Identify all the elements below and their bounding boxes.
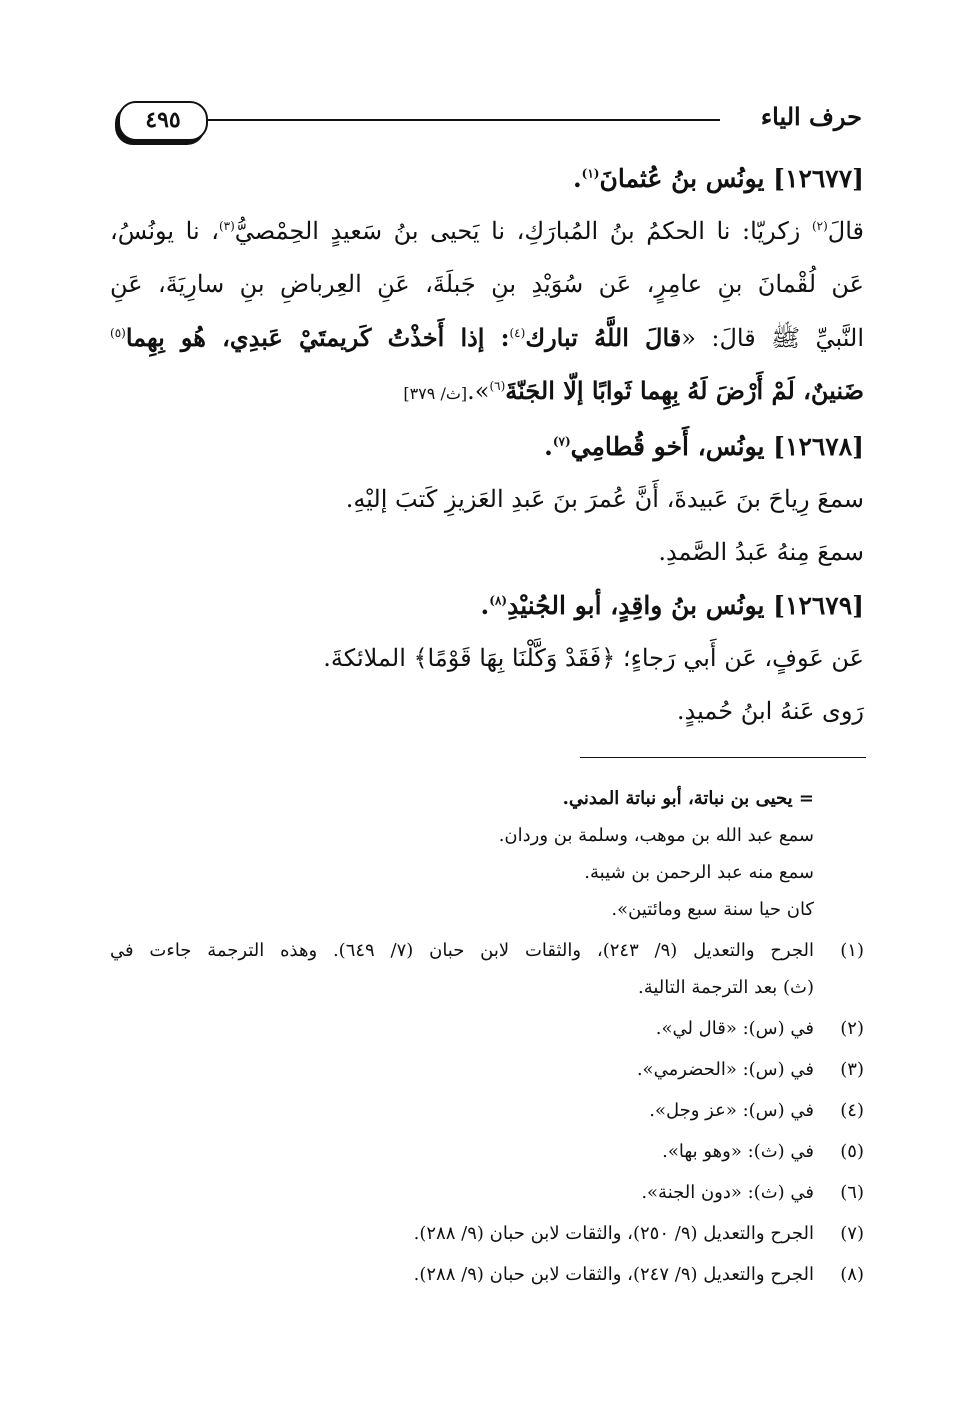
footnote [110, 1010, 864, 1047]
footnote [110, 1256, 864, 1293]
footnote [110, 1051, 864, 1088]
footnote-number: (٥) [840, 1141, 864, 1162]
footnote-text: الجرح والتعديل (٩/ ٢٤٣)، والثقات لابن حبان (٧/ ٦٤٩). وهذه الترجمة جاءت في [110, 940, 814, 961]
entry-line: عَن عَوفٍ، عَن أَبي رَجاءٍ؛ ﴿فَقَدْ وَكَّلْنَا بِهَا قَوْمًا﴾ الملائكةَ. [323, 644, 864, 672]
footnote-text: في (ث): «دون الجنة». [641, 1182, 814, 1203]
footnote-text: في (س): «عز وجل». [649, 1100, 814, 1121]
footnote [110, 1133, 864, 1170]
page-header [118, 98, 862, 148]
footnote-number: (٦) [840, 1182, 864, 1203]
footnote-ref: (٥) [110, 326, 126, 340]
source-ref: [ث/ ٣٧٩] [403, 384, 468, 403]
entry-heading-12679: [١٢٦٧٩] يونُس بنُ واقِدٍ، أبو الجُنيْدِ$^{(٨)}$. [480, 591, 864, 620]
footnote-number: (١) [840, 940, 864, 961]
footnote-text: الجرح والتعديل (٩/ ٢٥٠)، والثقات لابن حبان (٩/ ٢٨٨). [413, 1223, 814, 1244]
footnote-continuation: سمع عبد الله بن موهب، وسلمة بن وردان. [498, 825, 814, 846]
entry-line: ضَنينٌ، لَمْ أَرْضَ لَهُ بِهِما ثَوابًا إلّا الجَنّةَ$^{(٦)}$».[ث/ ٣٧٩] [403, 376, 864, 405]
entry-heading-12678: [١٢٦٧٨] يونُس، أَخو قُطامِي$^{(٧)}$. [544, 432, 864, 461]
entry-line: النَّبيِّ ﷺ قالَ: «قالَ اللَّهُ تبارك$^{(٤)}$: إذا أَخذْتُ كَريمتَيْ عَبدِي، هُو بِهِما$^{(٥)}$ [110, 323, 864, 352]
footnote-ref: (٢) [811, 219, 828, 233]
main-text [110, 152, 864, 738]
entry-line: رَوى عَنهُ ابنُ حُميدٍ. [676, 697, 864, 725]
footnote-text: في (س): «الحضرمي». [636, 1059, 814, 1080]
footnote-number: (٨) [840, 1264, 864, 1285]
running-title: حرف الياء [760, 102, 862, 131]
footnote-text: (ث) بعد الترجمة التالية. [637, 977, 814, 998]
footnote-number: (٢) [840, 1018, 864, 1039]
footnote-text: في (س): «قال لي». [655, 1018, 814, 1039]
footnote [110, 1092, 864, 1129]
footnote-ref: (٨) [489, 593, 508, 608]
footnote-continuation: كان حيا سنة سبع ومائتين». [611, 899, 814, 920]
footnote-ref: (٤) [509, 326, 526, 340]
footnote-ref: (٣) [218, 219, 235, 233]
header-rule [206, 119, 720, 121]
footnote [110, 932, 864, 1006]
footnote [110, 1174, 864, 1211]
footnote-text: الجرح والتعديل (٩/ ٢٤٧)، والثقات لابن حبان (٩/ ٢٨٨). [413, 1264, 814, 1285]
footnote [110, 1215, 864, 1252]
entry-line: قالَ$^{(٢)}$ زكريّا: نا الحكمُ بنُ المُبارَكِ، نا يَحيى بنُ سَعيدٍ الحِمْصيُّ$^{(٣)}$، نا يونُسُ، [110, 217, 864, 245]
footnote-ref: (٧) [552, 434, 571, 449]
page-number: ٤٩٥ [118, 101, 208, 141]
footnote-continuation: سمع منه عبد الرحمن بن شيبة. [584, 862, 814, 883]
footnote-continuation: = يحيى بن نباتة، أبو نباتة المدني. [562, 788, 814, 809]
entry-line: سمعَ رِياحَ بنَ عَبيدةَ، أَنَّ عُمرَ بنَ عَبدِ العَزيزِ كَتبَ إليْهِ. [345, 485, 864, 513]
footnote-number: (٧) [840, 1223, 864, 1244]
footnote-ref: (٦) [489, 379, 506, 393]
footnotes [110, 780, 864, 1293]
footnote-number: (٤) [840, 1100, 864, 1121]
footnote-ref: (١) [581, 166, 600, 181]
footnote-number: (٣) [840, 1059, 864, 1080]
footnote-divider [580, 757, 866, 758]
entry-line: سمعَ مِنهُ عَبدُ الصَّمدِ. [658, 538, 864, 566]
footnote-text: في (ث): «وهو بها». [662, 1141, 814, 1162]
entry-line: عَن لُقْمانَ بنِ عامِرٍ، عَن سُوَيْدِ بنِ جَبلَةَ، عَنِ العِرباضِ بنِ سارِيَةَ، عَنِ [110, 270, 864, 298]
entry-heading-12677: [١٢٦٧٧] يونُس بنُ عُثمانَ$^{(١)}$. [572, 164, 864, 193]
